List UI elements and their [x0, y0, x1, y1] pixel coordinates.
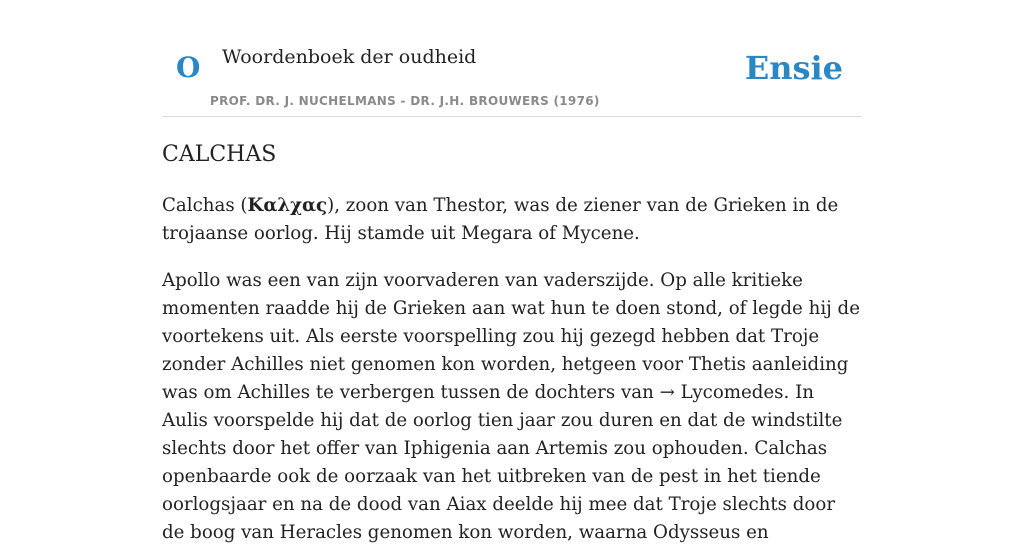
lycomedes-link[interactable]: → Lycomedes	[659, 382, 784, 403]
book-authors: PROF. DR. J. NUCHELMANS - DR. J.H. BROUWERS (1976)	[210, 94, 600, 108]
ensie-logo-link[interactable]: Ensie	[744, 49, 843, 87]
paragraph-1-text-start: Calchas (	[162, 195, 248, 216]
paragraph-2-text-end: . In Aulis voorspelde hij dat de oorlog tien jaar zou duren en dat de windstilte slechts door het offer van Iphigenia aan Artemis zou ophouden. Calchas openbaarde ook de oorzaak van het uitbreken van de pest in het tiende oorlogsjaar en na de dood van Aiax deelde hij mee dat Troje slechts door de boog van Heracles genomen kon worden, waarna Odysseus en	[162, 382, 843, 543]
article	[162, 140, 882, 547]
paragraph-2-text-start: Apollo was een van zijn voorvaderen van vaderszijde. Op alle kritieke momenten raadde hij de Grieken aan wat hun te doen stond, of legde hij de voortekens uit. Als eerste voorspelling zou hij gezegd hebben dat Troje zonder Achilles niet genomen kon worden, hetgeen voor Thetis aanleiding was om Achilles te verbergen tussen de dochters van	[162, 270, 860, 403]
paragraph-2	[162, 267, 862, 547]
greek-name: Καλχας	[247, 195, 328, 216]
paragraph-1-text-end: ), zoon van Thestor, was de ziener van de Grieken in de trojaanse oorlog. Hij stamde uit Megara of Mycene.	[162, 195, 839, 244]
book-title-link[interactable]: Woordenboek der oudheid	[222, 46, 477, 68]
letter-index-link[interactable]: O	[176, 51, 201, 84]
entry-title: CALCHAS	[162, 142, 277, 167]
book-header	[162, 36, 862, 117]
paragraph-1	[162, 192, 882, 248]
